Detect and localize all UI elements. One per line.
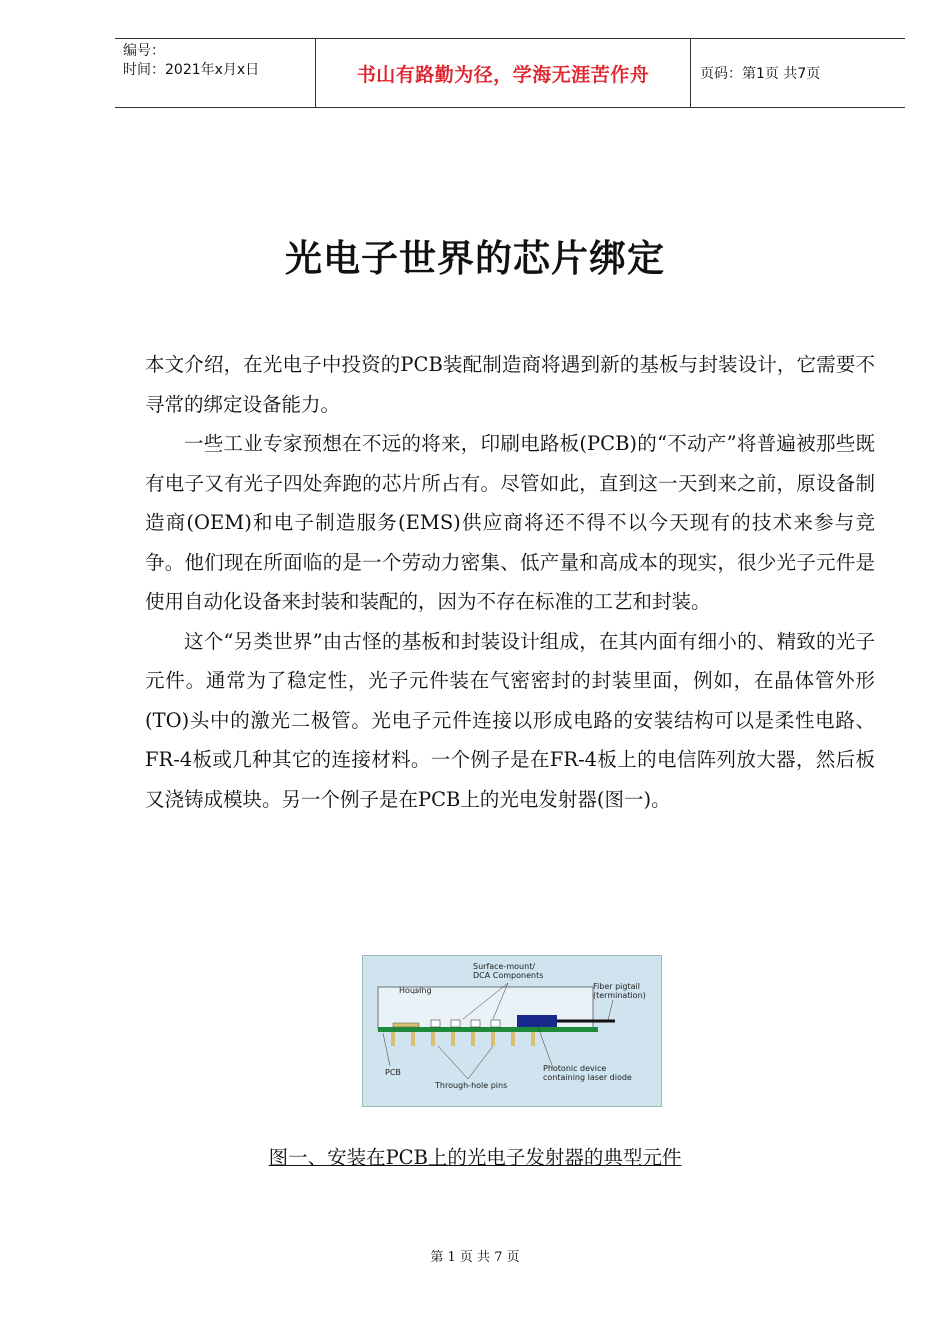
smt-part (431, 1020, 440, 1027)
paragraph-intro: 本文介绍，在光电子中投资的PCB装配制造商将遇到新的基板与封装设计，它需要不寻常的绑定设备能力。 (145, 353, 875, 416)
through-hole-pin (451, 1032, 455, 1046)
through-hole-pin (511, 1032, 515, 1046)
label-smt-2: DCA Components (473, 971, 544, 980)
label-pcb: PCB (385, 1068, 401, 1077)
leader-pcb (383, 1033, 390, 1066)
label-housing: Housing (399, 986, 432, 995)
leader-pins (468, 1046, 493, 1079)
photonic-device (517, 1015, 557, 1027)
label-smt-1: Surface-mount/ (473, 962, 536, 971)
doc-time: 时间：2021年x月x日 (123, 62, 260, 78)
leader-pins (438, 1046, 468, 1079)
through-hole-pin (531, 1032, 535, 1046)
document-body (145, 345, 875, 819)
smt-part (471, 1020, 480, 1027)
leader-photonic (538, 1027, 553, 1068)
label-fiber-1: Fiber pigtail (593, 982, 640, 991)
through-hole-pin (491, 1032, 495, 1046)
document-title: 光电子世界的芯片绑定 (285, 237, 665, 280)
figure-caption: 图一、安装在PCB上的光电子发射器的典型元件 (268, 1146, 682, 1169)
through-hole-pin (471, 1032, 475, 1046)
paragraph-3: 这个“另类世界”由古怪的基板和封装设计组成，在其内面有细小的、精致的光子元件。通常为了稳定性，光子元件装在气密密封的封装里面，例如，在晶体管外形(TO)头中的激光二极管。光电子元件连接以形成电路的安装结构可以是柔性电路、FR-4板或几种其它的连接材料。一个例子是在FR-4板上的电信阵列放大器，然后板又浇铸成模块。另一个例子是在PCB上的光电发射器(图一)。 (145, 629, 875, 811)
doc-number: 编号： (123, 43, 165, 59)
paragraph-2: 一些工业专家预想在不远的将来，印刷电路板(PCB)的“不动产”将普遍被那些既有电子又有光子四处奔跑的芯片所占有。尽管如此，直到这一天到来之前，原设备制造商(OEM)和电子制造服务(EMS)供应商将还不得不以今天现有的技术来参与竞争。他们现在所面临的是一个劳动力密集、低产量和高成本的现实，很少光子元件是使用自动化设备来封装和装配的，因为不存在标准的工艺和封装。 (145, 432, 875, 613)
label-photonic-1: Photonic device (543, 1064, 607, 1073)
figure-pcb-emitter (362, 955, 662, 1107)
header-meta (115, 39, 323, 110)
label-photonic-2: containing laser diode (543, 1073, 632, 1082)
smt-part (491, 1020, 500, 1027)
through-hole-pin (431, 1032, 435, 1046)
through-hole-pin (391, 1032, 395, 1046)
page-footer: 第 1 页 共 7 页 (430, 1250, 520, 1265)
header-page-info: 页码：第1页 共7页 (700, 66, 821, 82)
pcb-board (378, 1027, 598, 1032)
through-hole-pin (411, 1032, 415, 1046)
label-pins: Through-hole pins (435, 1081, 508, 1090)
leader-fiber (608, 1000, 613, 1020)
smt-component-large (393, 1023, 419, 1027)
page-header (115, 38, 905, 108)
header-motto: 书山有路勤为径，学海无涯苦作舟 (315, 39, 691, 107)
label-fiber-2: (termination) (593, 991, 646, 1000)
smt-part (451, 1020, 460, 1027)
